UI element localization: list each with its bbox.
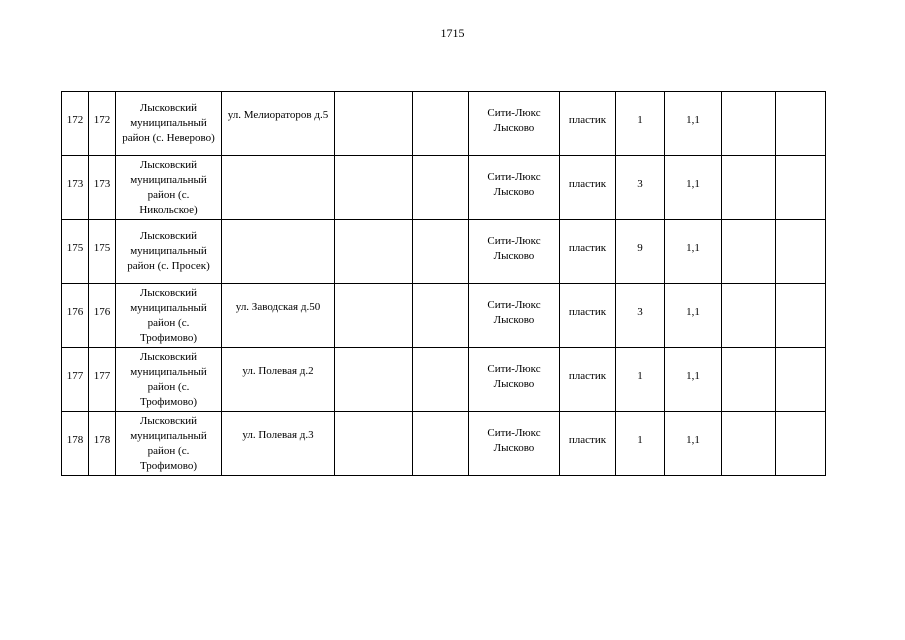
container-count-cell: 1 xyxy=(616,412,665,476)
row-number-cell: 178 xyxy=(62,412,89,476)
registry-number-cell: 176 xyxy=(89,284,116,348)
empty-cell xyxy=(335,348,413,412)
district-cell: Лысковский муниципальный район (с. Трофимово) xyxy=(116,284,222,348)
district-cell: Лысковский муниципальный район (с. Трофимово) xyxy=(116,412,222,476)
empty-cell xyxy=(722,156,776,220)
empty-cell xyxy=(776,220,826,284)
container-site-table xyxy=(61,91,826,476)
row-number-cell: 176 xyxy=(62,284,89,348)
empty-cell xyxy=(413,156,469,220)
empty-cell xyxy=(335,412,413,476)
container-count-cell: 1 xyxy=(616,92,665,156)
district-cell: Лысковский муниципальный район (с. Просек) xyxy=(116,220,222,284)
container-count-cell: 9 xyxy=(616,220,665,284)
row-number-cell: 175 xyxy=(62,220,89,284)
address-cell: ул. Мелиораторов д.5 xyxy=(222,92,335,156)
material-cell: пластик xyxy=(560,348,616,412)
empty-cell xyxy=(335,92,413,156)
address-cell: ул. Заводская д.50 xyxy=(222,284,335,348)
container-count-cell: 1 xyxy=(616,348,665,412)
row-number-cell: 172 xyxy=(62,92,89,156)
container-count-cell: 3 xyxy=(616,284,665,348)
empty-cell xyxy=(413,220,469,284)
container-volume-cell: 1,1 xyxy=(665,412,722,476)
material-cell: пластик xyxy=(560,412,616,476)
district-cell: Лысковский муниципальный район (с. Неверово) xyxy=(116,92,222,156)
empty-cell xyxy=(722,412,776,476)
table-row xyxy=(62,220,826,284)
operator-cell: Сити-Люкс Лысково xyxy=(469,220,560,284)
empty-cell xyxy=(722,284,776,348)
empty-cell xyxy=(335,220,413,284)
container-count-cell: 3 xyxy=(616,156,665,220)
operator-cell: Сити-Люкс Лысково xyxy=(469,284,560,348)
district-cell: Лысковский муниципальный район (с. Никольское) xyxy=(116,156,222,220)
registry-number-cell: 173 xyxy=(89,156,116,220)
container-volume-cell: 1,1 xyxy=(665,284,722,348)
empty-cell xyxy=(722,220,776,284)
material-cell: пластик xyxy=(560,92,616,156)
registry-number-cell: 172 xyxy=(89,92,116,156)
empty-cell xyxy=(413,92,469,156)
container-volume-cell: 1,1 xyxy=(665,220,722,284)
material-cell: пластик xyxy=(560,156,616,220)
address-cell xyxy=(222,156,335,220)
operator-cell: Сити-Люкс Лысково xyxy=(469,348,560,412)
empty-cell xyxy=(776,412,826,476)
registry-number-cell: 178 xyxy=(89,412,116,476)
registry-number-cell: 175 xyxy=(89,220,116,284)
empty-cell xyxy=(413,412,469,476)
address-cell: ул. Полевая д.3 xyxy=(222,412,335,476)
page-number: 1715 xyxy=(440,26,465,40)
registry-number-cell: 177 xyxy=(89,348,116,412)
container-volume-cell: 1,1 xyxy=(665,92,722,156)
row-number-cell: 177 xyxy=(62,348,89,412)
empty-cell xyxy=(776,284,826,348)
empty-cell xyxy=(722,92,776,156)
table-row xyxy=(62,92,826,156)
row-number-cell: 173 xyxy=(62,156,89,220)
operator-cell: Сити-Люкс Лысково xyxy=(469,156,560,220)
operator-cell: Сити-Люкс Лысково xyxy=(469,92,560,156)
operator-cell: Сити-Люкс Лысково xyxy=(469,412,560,476)
address-cell: ул. Полевая д.2 xyxy=(222,348,335,412)
material-cell: пластик xyxy=(560,220,616,284)
container-volume-cell: 1,1 xyxy=(665,156,722,220)
district-cell: Лысковский муниципальный район (с. Трофимово) xyxy=(116,348,222,412)
empty-cell xyxy=(722,348,776,412)
empty-cell xyxy=(413,284,469,348)
empty-cell xyxy=(335,156,413,220)
empty-cell xyxy=(776,92,826,156)
empty-cell xyxy=(413,348,469,412)
address-cell xyxy=(222,220,335,284)
empty-cell xyxy=(335,284,413,348)
table-row xyxy=(62,284,826,348)
table-body xyxy=(62,92,826,476)
table-row xyxy=(62,412,826,476)
table-row xyxy=(62,348,826,412)
empty-cell xyxy=(776,348,826,412)
empty-cell xyxy=(776,156,826,220)
table-row xyxy=(62,156,826,220)
container-volume-cell: 1,1 xyxy=(665,348,722,412)
material-cell: пластик xyxy=(560,284,616,348)
